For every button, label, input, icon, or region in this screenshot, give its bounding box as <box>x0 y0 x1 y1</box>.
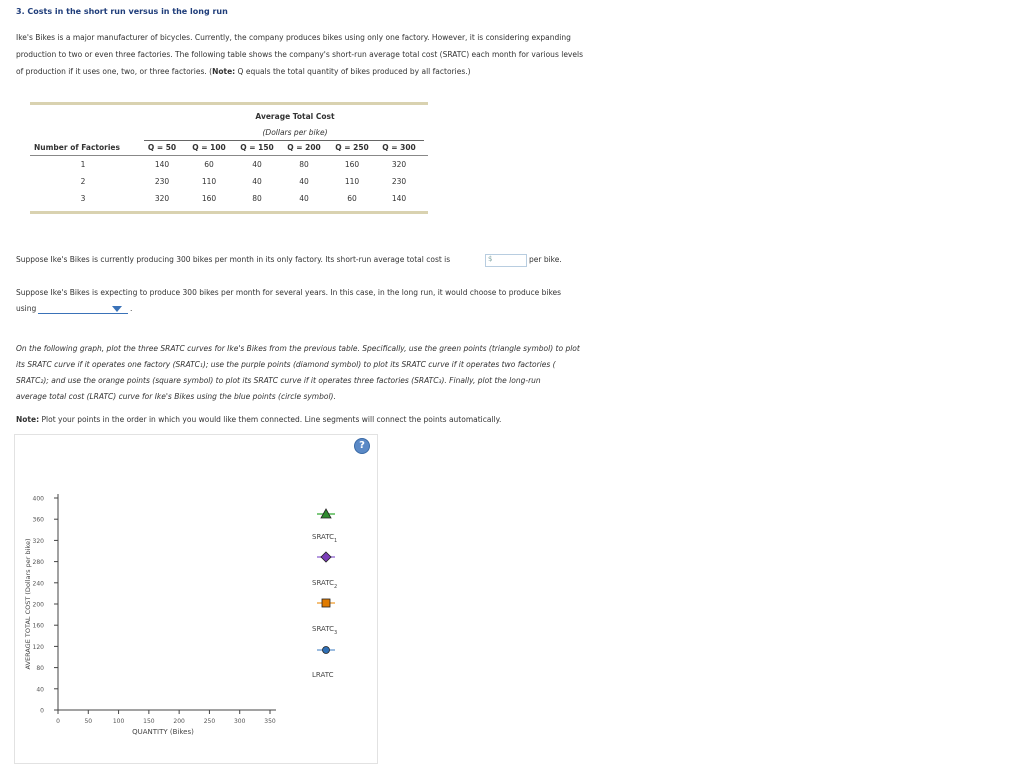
question-title: 3. Costs in the short run versus in the long run <box>16 7 228 16</box>
legend-label: $SRATC_1$ <box>312 533 338 544</box>
table-cell: 140 <box>154 160 170 169</box>
table-cell: 230 <box>391 177 407 186</box>
y-tick-label: 360 <box>32 516 44 524</box>
table-cell: 160 <box>344 160 360 169</box>
table-cell-factories: 2 <box>80 177 86 186</box>
y-tick-label: 240 <box>32 580 44 588</box>
q2-text: Suppose Ike's Bikes is expecting to produce 300 bikes per month for several years. In this case, in the long run, it would choose to produce bikes <box>16 288 562 297</box>
table-cell: 60 <box>204 160 214 169</box>
table-column-header: Q = 300 <box>382 143 416 152</box>
legend-label: $SRATC_2$ <box>312 579 338 590</box>
legend-label-subscript: 2 <box>334 584 338 590</box>
x-tick-label: 350 <box>264 718 276 725</box>
table-cell-factories: 3 <box>80 194 86 203</box>
help-icon[interactable]: ? <box>354 438 370 454</box>
circle-icon <box>323 647 330 654</box>
table-cell: 80 <box>299 160 309 169</box>
table-row-header: Number of Factories <box>34 143 120 152</box>
diamond-icon <box>321 552 331 562</box>
q2-end: . <box>130 304 133 313</box>
table-column-header: Q = 200 <box>287 143 321 152</box>
legend-item[interactable] <box>312 552 337 590</box>
q1-text: Suppose Ike's Bikes is currently producing 300 bikes per month in its only factory. Its short-run average total cost is <box>16 255 451 264</box>
table-cell: 110 <box>201 177 217 186</box>
legend-item[interactable] <box>312 647 335 680</box>
note-2-label: Note: <box>16 415 40 424</box>
table-cell-factories: 1 <box>80 160 86 169</box>
legend-item[interactable] <box>312 509 337 544</box>
table-cell: 110 <box>344 177 360 186</box>
table-cell: 320 <box>391 160 407 169</box>
x-tick-label: 200 <box>173 718 185 725</box>
table-column-header: Q = 50 <box>147 143 177 152</box>
table-column-header: Q = 250 <box>335 143 369 152</box>
table-cell: 40 <box>252 177 262 186</box>
table-cell: 160 <box>201 194 217 203</box>
q2-using: using <box>16 304 37 313</box>
graph-legend <box>312 509 337 679</box>
y-tick-label: 120 <box>32 643 44 651</box>
y-tick-label: 320 <box>32 537 44 545</box>
legend-item[interactable] <box>312 599 337 636</box>
y-tick-label: 200 <box>32 601 44 609</box>
y-tick-label: 160 <box>32 622 44 630</box>
table-group-header: Average Total Cost <box>255 112 335 121</box>
q1-suffix: per bike. <box>529 255 562 264</box>
table-cell: 40 <box>299 194 309 203</box>
y-tick-label: 40 <box>36 686 44 694</box>
x-tick-label: 300 <box>233 718 246 725</box>
square-icon <box>322 599 330 607</box>
y-tick-label: 280 <box>32 559 44 567</box>
intro-line-2: production to two or even three factories. The following table shows the company's short-run average total cost (SRATC) each month for various levels <box>16 50 583 59</box>
note-label: Note: <box>212 67 236 76</box>
x-tick-label: 150 <box>143 718 155 725</box>
x-tick-label: 50 <box>84 718 93 725</box>
table-group-subheader: (Dollars per bike) <box>262 128 328 137</box>
legend-label-subscript: 3 <box>334 630 338 636</box>
y-axis-title: AVERAGE TOTAL COST (Dollars per bike) <box>24 538 32 670</box>
intro-line-3: of production if it uses one, two, or three factories. (Note: Q equals the total quantity of bikes produced by all factories.) <box>16 67 471 76</box>
instructions-line-2: its SRATC curve if it operates one factory (SRATC₁); use the purple points (diamond symbol) to plot its SRATC curve if it operates two factories ( <box>16 360 556 369</box>
table-cell: 230 <box>154 177 170 186</box>
x-axis-title: QUANTITY (Bikes) <box>132 728 194 736</box>
y-tick-label: 0 <box>40 707 44 715</box>
x-tick-label: 250 <box>203 718 216 725</box>
table-cell: 40 <box>299 177 309 186</box>
x-tick-label: 100 <box>112 718 125 725</box>
legend-label: $SRATC_3$ <box>312 625 338 636</box>
x-tick-label: 0 <box>56 718 60 725</box>
table-cell: 40 <box>252 160 262 169</box>
instructions-line-1: On the following graph, plot the three SRATC curves for Ike's Bikes from the previous table. Specifically, use the green points (triangle symbol) to plot <box>16 344 580 353</box>
table-cell: 320 <box>154 194 170 203</box>
intro-line-1: Ike's Bikes is a major manufacturer of bicycles. Currently, the company produces bikes using only one factory. However, it is considering expanding <box>16 33 571 42</box>
note-2: Note: Plot your points in the order in which you would like them connected. Line segments will connect the points automatically. <box>16 415 502 424</box>
legend-label: LRATC <box>312 671 334 679</box>
table-column-header: Q = 150 <box>240 143 274 152</box>
dollar-prefix: $ <box>488 255 493 263</box>
legend-label-subscript: 1 <box>334 538 338 544</box>
y-tick-label: 80 <box>36 665 44 673</box>
instructions-line-3: SRATC₂); and use the orange points (square symbol) to plot its SRATC curve if it operates three factories (SRATC₃). Finally, plot the long-run <box>16 376 541 385</box>
table-cell: 80 <box>252 194 262 203</box>
graph-axes <box>24 494 276 736</box>
instructions-line-4: average total cost (LRATC) curve for Ike's Bikes using the blue points (circle symbol). <box>16 392 336 401</box>
table-column-header: Q = 100 <box>192 143 226 152</box>
y-tick-label: 400 <box>32 495 44 503</box>
table-cell: 140 <box>391 194 407 203</box>
table-cell: 60 <box>347 194 357 203</box>
